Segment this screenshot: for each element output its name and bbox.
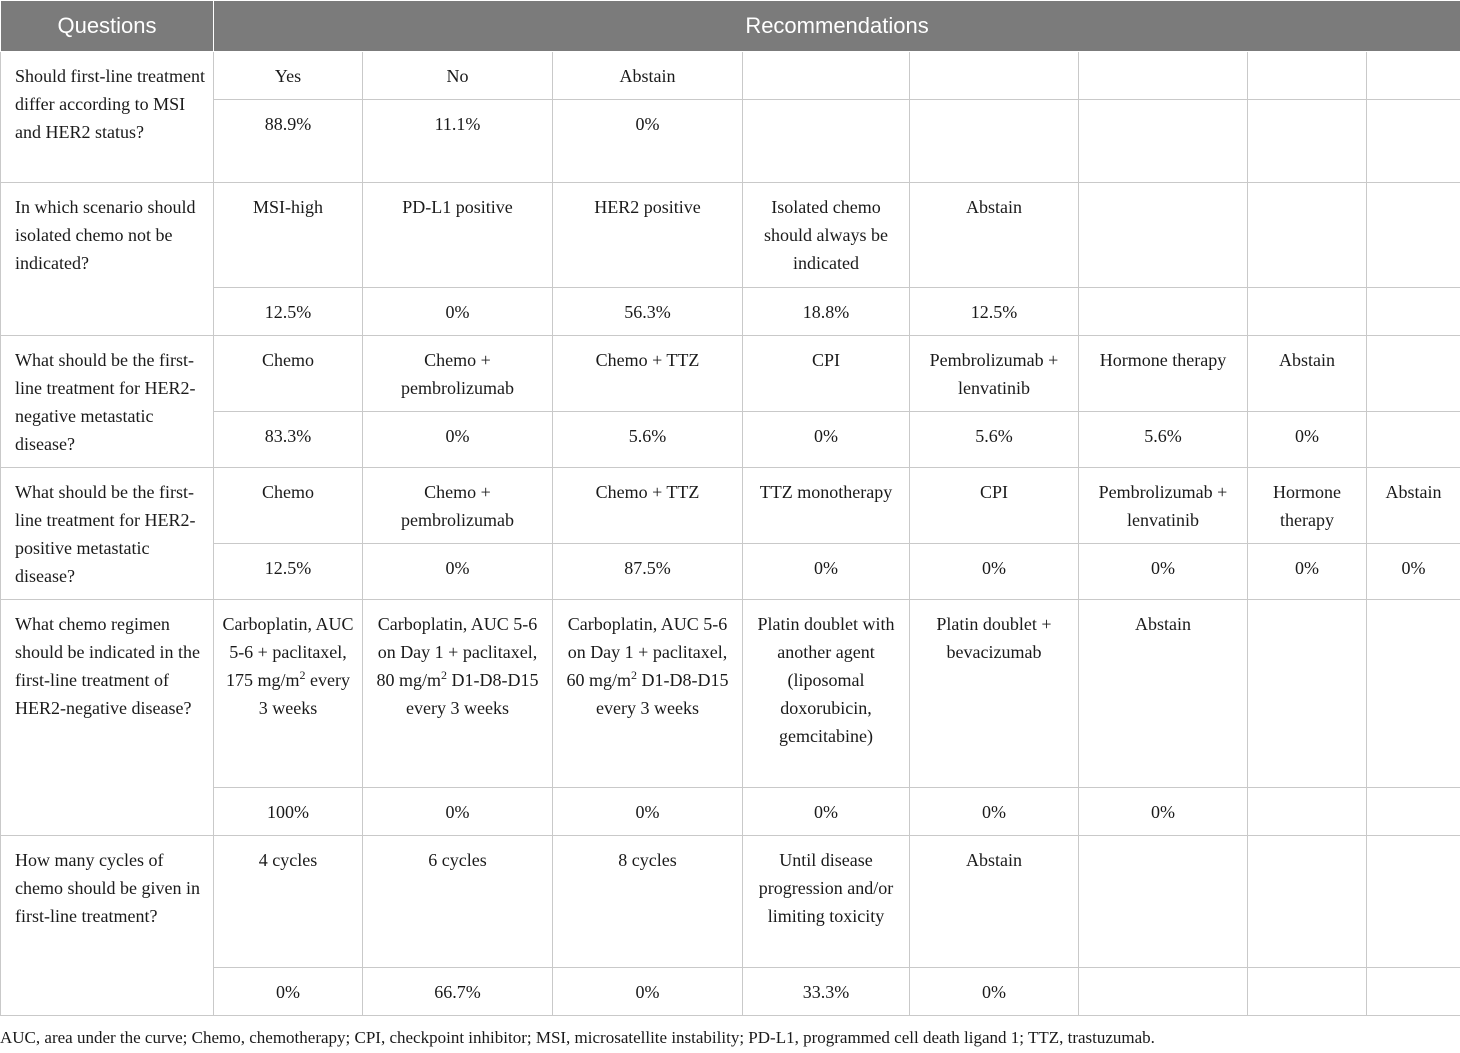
question-cell: In which scenario should isolated chemo not be indicated? [1,183,214,336]
percentage-cell: 0% [910,544,1079,600]
percentage-cell: 5.6% [1079,412,1248,468]
table-row [1,544,1460,600]
percentage-cell: 18.8% [743,288,910,336]
question-cell: What chemo regimen should be indicated in the first-line treatment of HER2-negative disease? [1,600,214,836]
option-cell [363,600,553,788]
option-cell: Abstain [1367,468,1460,544]
option-cell: Isolated chemo should always be indicated [743,183,910,288]
option-superscript: 2 [299,668,306,682]
percentage-cell: 11.1% [363,100,553,183]
percentage-cell [1248,788,1367,836]
option-cell [1248,600,1367,788]
option-cell: PD-L1 positive [363,183,553,288]
option-cell: Chemo [214,468,363,544]
option-cell: TTZ monotherapy [743,468,910,544]
percentage-cell [1367,788,1460,836]
question-cell: Should first-line treatment differ according to MSI and HER2 status? [1,52,214,183]
option-superscript: 2 [441,668,447,682]
option-cell: Abstain [910,836,1079,968]
option-cell [1079,183,1248,288]
option-text-after: D1-D8-D15 every 3 weeks [406,670,539,718]
option-text: Carboplatin, AUC 5-6 on Day 1 + paclitaxel, 60 mg/m [566,614,728,690]
header-questions: Questions [1,1,214,52]
percentage-cell: 12.5% [214,544,363,600]
option-cell [1367,183,1460,288]
percentage-cell [1079,288,1248,336]
percentage-cell: 0% [910,968,1079,1016]
percentage-cell: 12.5% [910,288,1079,336]
percentage-cell [743,100,910,183]
percentage-cell: 83.3% [214,412,363,468]
percentage-cell: 0% [1248,544,1367,600]
percentage-cell: 0% [214,968,363,1016]
option-cell: Yes [214,52,363,100]
option-cell: HER2 positive [553,183,743,288]
table-header-row [1,1,1460,52]
option-cell: Platin doublet with another agent (liposomal doxorubicin, gemcitabine) [743,600,910,788]
option-superscript: 2 [631,668,637,682]
percentage-cell: 0% [363,412,553,468]
option-cell [1248,836,1367,968]
option-cell: No [363,52,553,100]
option-cell: 8 cycles [553,836,743,968]
option-cell: Abstain [910,183,1079,288]
option-cell: Platin doublet + bevacizumab [910,600,1079,788]
option-cell [1248,183,1367,288]
percentage-cell: 100% [214,788,363,836]
option-cell: Pembrolizumab + lenvatinib [910,336,1079,412]
percentage-cell [1248,968,1367,1016]
percentage-cell: 5.6% [910,412,1079,468]
option-cell [1248,52,1367,100]
table-row [1,100,1460,183]
percentage-cell: 0% [553,788,743,836]
percentage-cell: 12.5% [214,288,363,336]
option-cell: 6 cycles [363,836,553,968]
option-text: Carboplatin, AUC 5-6 on Day 1 + paclitaxel, 80 mg/m [376,614,538,690]
table-body [1,52,1460,1016]
table-row [1,336,1460,412]
table-row [1,836,1460,968]
option-cell: 4 cycles [214,836,363,968]
percentage-cell: 0% [553,968,743,1016]
option-cell [214,600,363,788]
percentage-cell [1079,968,1248,1016]
question-cell: How many cycles of chemo should be given in first-line treatment? [1,836,214,1016]
option-cell: Until disease progression and/or limiting toxicity [743,836,910,968]
question-cell: What should be the first-line treatment for HER2-negative metastatic disease? [1,336,214,468]
percentage-cell: 5.6% [553,412,743,468]
percentage-cell [1367,412,1460,468]
option-cell: Abstain [1079,600,1248,788]
percentage-cell [1367,288,1460,336]
percentage-cell: 66.7% [363,968,553,1016]
percentage-cell: 0% [910,788,1079,836]
question-cell: What should be the first-line treatment for HER2-positive metastatic disease? [1,468,214,600]
option-cell: Hormone therapy [1079,336,1248,412]
percentage-cell: 0% [743,788,910,836]
table-row [1,183,1460,288]
percentage-cell: 0% [1079,788,1248,836]
table-row [1,600,1460,788]
option-cell: Abstain [553,52,743,100]
table-footnote: AUC, area under the curve; Chemo, chemotherapy; CPI, checkpoint inhibitor; MSI, microsatellite instability; PD-L1, programmed cell death ligand 1; TTZ, trastuzumab. [0,1028,1155,1047]
percentage-cell [910,100,1079,183]
percentage-cell [1079,100,1248,183]
option-cell [1367,52,1460,100]
option-cell: Abstain [1248,336,1367,412]
option-cell: CPI [910,468,1079,544]
option-cell: Chemo + TTZ [553,336,743,412]
option-cell [1079,52,1248,100]
percentage-cell [1248,288,1367,336]
percentage-cell: 0% [1367,544,1460,600]
table-row [1,52,1460,100]
percentage-cell: 0% [363,788,553,836]
option-cell [743,52,910,100]
percentage-cell: 0% [1079,544,1248,600]
option-cell: Chemo + pembrolizumab [363,336,553,412]
option-text-after: every 3 weeks [258,670,350,718]
option-cell: Chemo [214,336,363,412]
percentage-cell [1367,968,1460,1016]
option-cell [910,52,1079,100]
option-cell [1367,336,1460,412]
option-cell [553,600,743,788]
option-cell: Chemo + TTZ [553,468,743,544]
percentage-cell: 88.9% [214,100,363,183]
percentage-cell: 0% [743,412,910,468]
option-cell [1367,600,1460,788]
table-row [1,968,1460,1016]
percentage-cell: 33.3% [743,968,910,1016]
option-cell: MSI-high [214,183,363,288]
percentage-cell: 0% [363,544,553,600]
table-row [1,288,1460,336]
option-cell: Chemo + pembrolizumab [363,468,553,544]
table-row [1,412,1460,468]
option-cell: CPI [743,336,910,412]
option-text: Carboplatin, AUC 5-6 + paclitaxel, 175 mg/m [222,614,354,690]
percentage-cell: 87.5% [553,544,743,600]
percentage-cell: 0% [363,288,553,336]
percentage-cell [1248,100,1367,183]
percentage-cell [1367,100,1460,183]
option-cell: Pembrolizumab + lenvatinib [1079,468,1248,544]
option-cell [1079,836,1248,968]
table-row [1,788,1460,836]
option-cell: Hormone therapy [1248,468,1367,544]
option-cell [1367,836,1460,968]
table-row [1,468,1460,544]
option-text-after: D1-D8-D15 every 3 weeks [596,670,729,718]
percentage-cell: 56.3% [553,288,743,336]
percentage-cell: 0% [553,100,743,183]
header-recommendations: Recommendations [214,1,1460,52]
percentage-cell: 0% [1248,412,1367,468]
percentage-cell: 0% [743,544,910,600]
